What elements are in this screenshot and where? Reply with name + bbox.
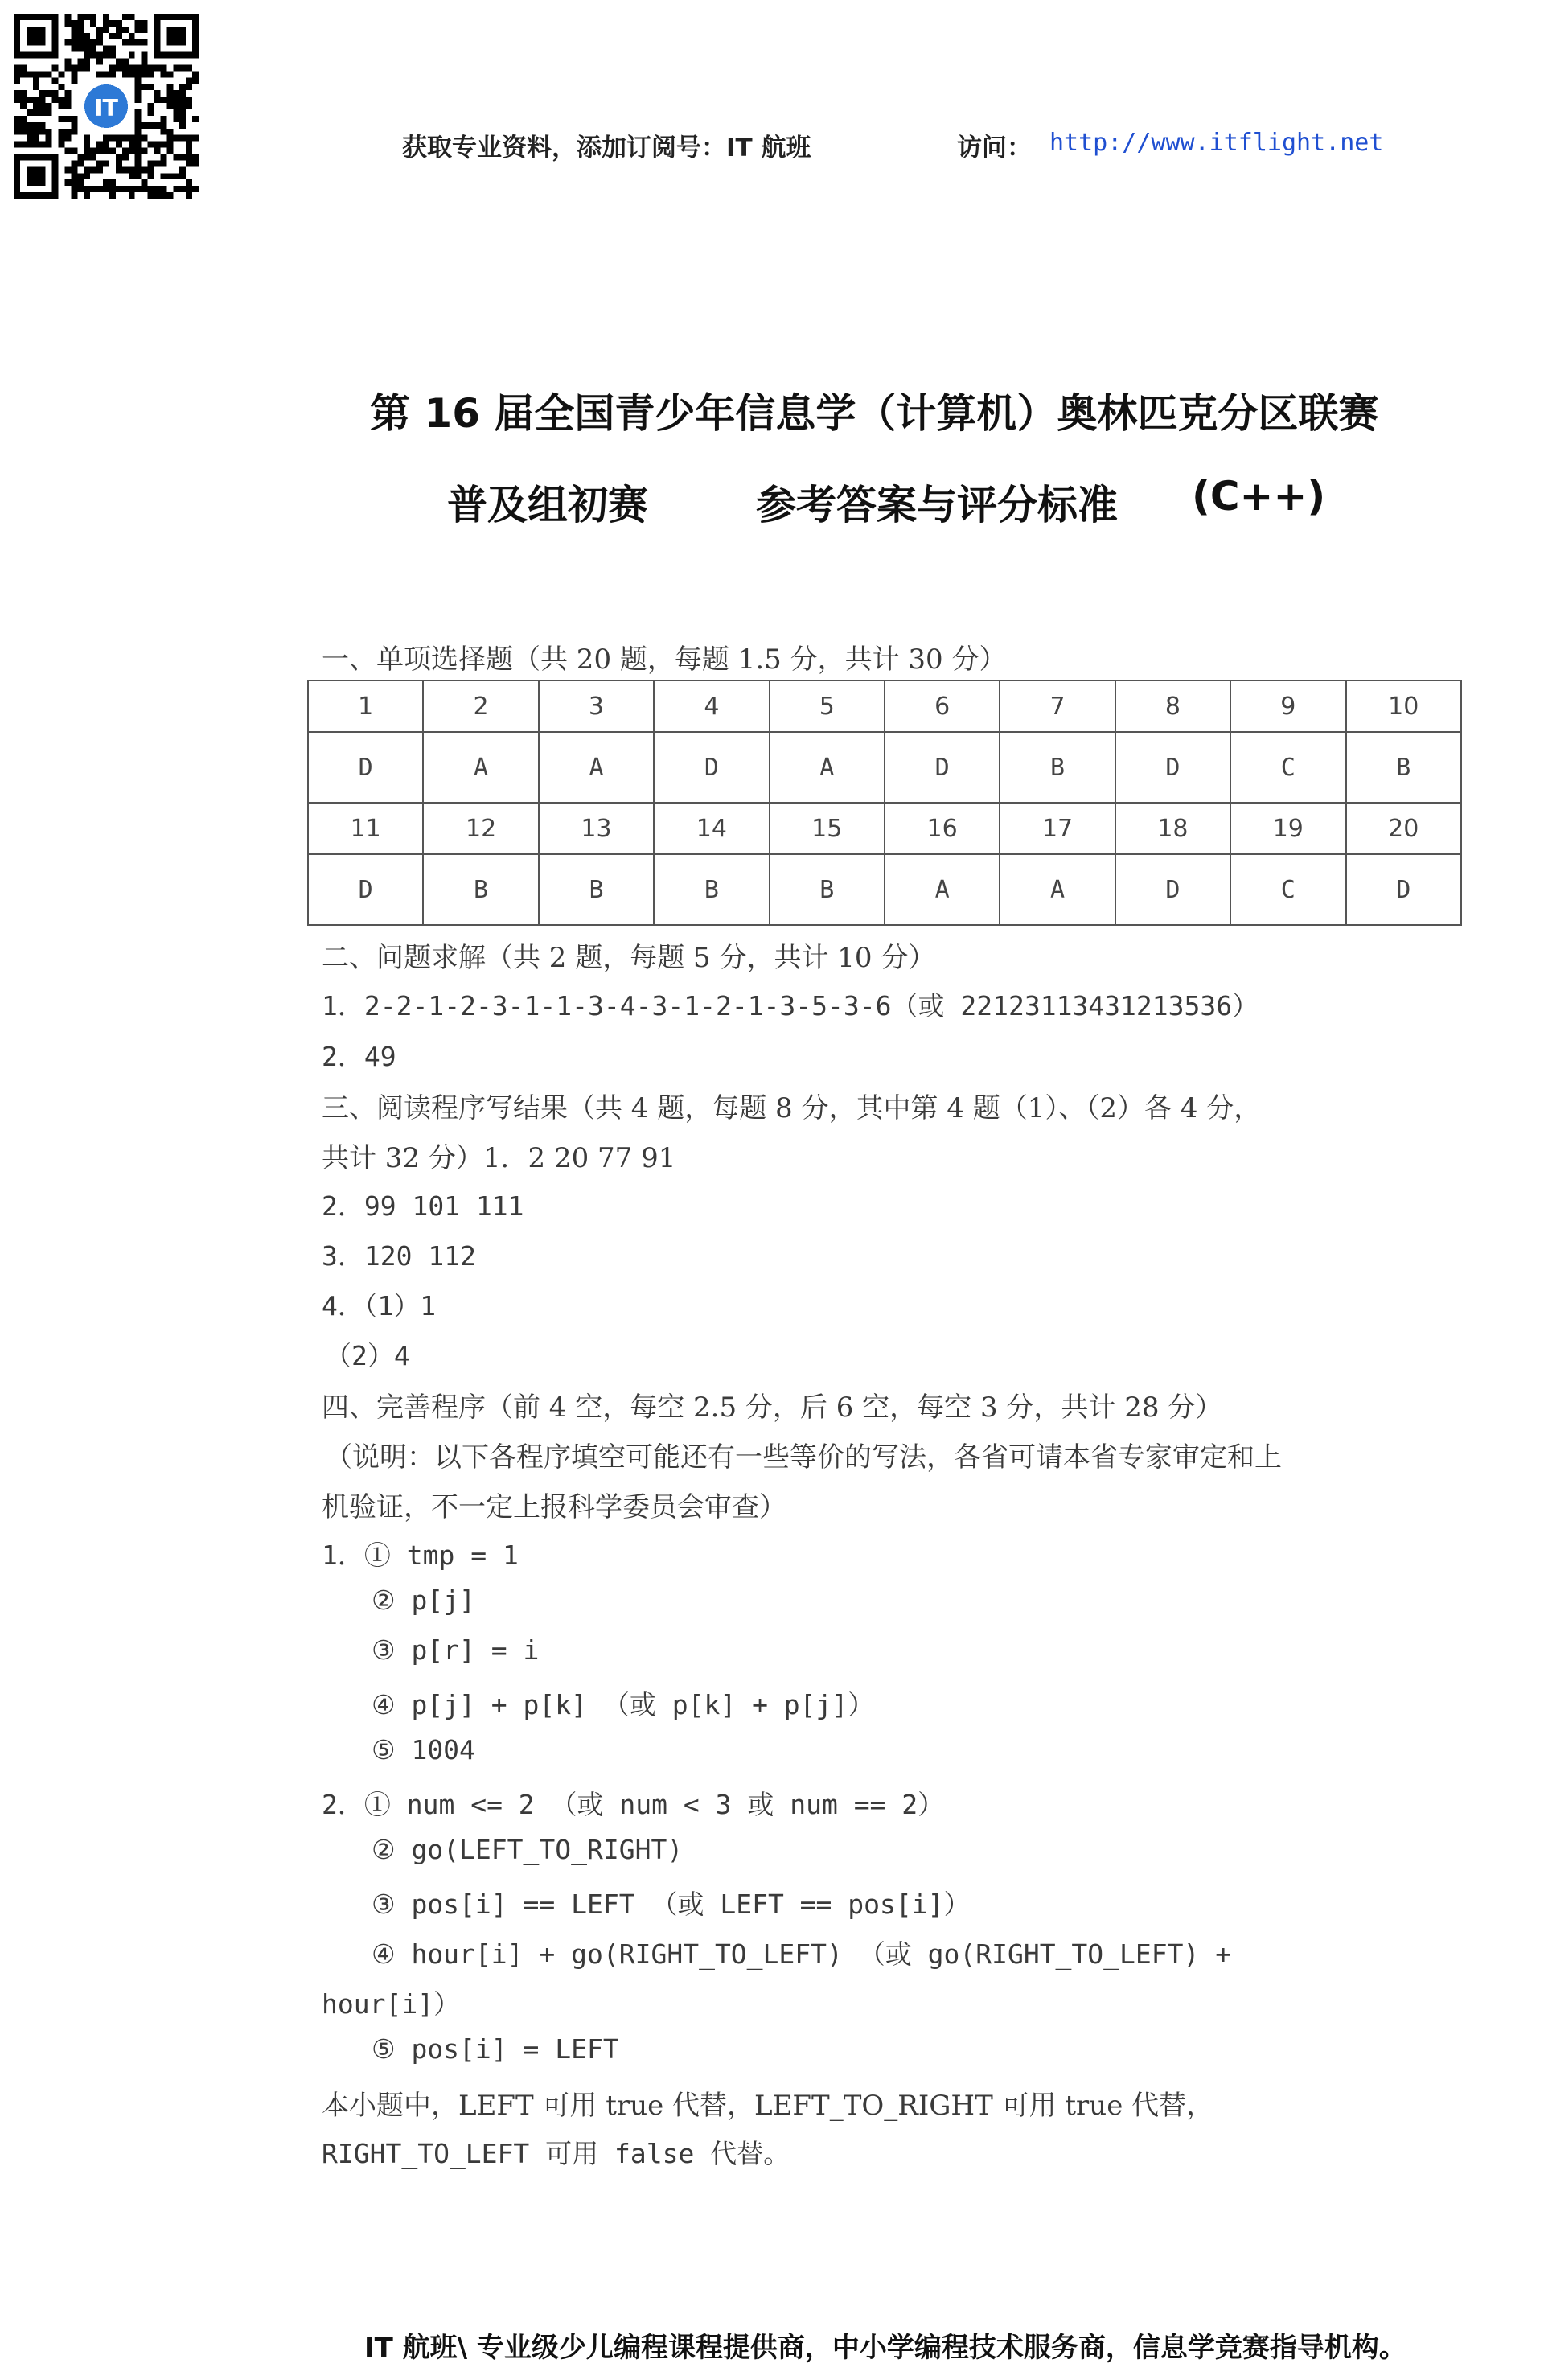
question-number-cell: 15 xyxy=(770,803,885,854)
qr-code xyxy=(14,14,199,199)
table-row-numbers xyxy=(308,680,1461,732)
question-number-cell: 14 xyxy=(654,803,769,854)
answer-cell: A xyxy=(539,732,654,803)
question-number-cell: 1 xyxy=(308,680,423,732)
question-number-cell: 7 xyxy=(1000,680,1115,732)
answer-cell: A xyxy=(770,732,885,803)
q1-blank-2: ② p[j] xyxy=(372,1585,475,1616)
subtitle-language: (C++) xyxy=(1192,473,1326,520)
answer-cell: D xyxy=(1115,854,1230,925)
answer-cell: D xyxy=(308,732,423,803)
answer-cell: B xyxy=(1000,732,1115,803)
answer-cell: B xyxy=(423,854,538,925)
q1-blank-3: ③ p[r] = i xyxy=(372,1634,540,1666)
answer-cell: B xyxy=(1346,732,1461,803)
question-number-cell: 8 xyxy=(1115,680,1230,732)
answer-cell: D xyxy=(1115,732,1230,803)
section4-heading: 四、完善程序（前 4 空，每空 2.5 分，后 6 空，每空 3 分，共计 28 分） xyxy=(322,1391,1223,1424)
qr-logo-text: IT xyxy=(93,93,119,121)
q2-blank-4: ④ hour[i] + go(RIGHT_TO_LEFT) （或 go(RIGHT_TO_LEFT) + xyxy=(372,1938,1232,1970)
q1-blank-1: 1．① tmp = 1 xyxy=(322,1539,519,1571)
section3-heading: 三、阅读程序写结果（共 4 题，每题 8 分，其中第 4 题（1）、（2）各 4 分， xyxy=(322,1092,1262,1124)
question-number-cell: 9 xyxy=(1230,680,1345,732)
q1-blank-4: ④ p[j] + p[k] （或 p[k] + p[j]） xyxy=(372,1689,875,1720)
answer-cell: C xyxy=(1230,732,1345,803)
question-number-cell: 20 xyxy=(1346,803,1461,854)
footer-text: IT 航班\ 专业级少儿编程课程提供商，中小学编程技术服务商，信息学竞赛指导机构。 xyxy=(364,2332,1406,2364)
question-number-cell: 5 xyxy=(770,680,885,732)
question-number-cell: 11 xyxy=(308,803,423,854)
website-link[interactable]: http://www.itflight.net xyxy=(1049,129,1384,157)
q2-blank-4-cont: hour[i]） xyxy=(322,1988,461,2020)
answer-cell: D xyxy=(885,732,1000,803)
answer-cell: B xyxy=(654,854,769,925)
table-row-answers xyxy=(308,732,1461,803)
answer-cell: D xyxy=(1346,854,1461,925)
q2-blank-5: ⑤ pos[i] = LEFT xyxy=(372,2033,619,2065)
section4-remark: 本小题中，LEFT 可用 true 代替，LEFT_TO_RIGHT 可用 true 代替， xyxy=(322,2090,1214,2122)
section4-note: （说明：以下各程序填空可能还有一些等价的写法，各省可请本省专家审定和上 xyxy=(325,1441,1282,1474)
question-number-cell: 16 xyxy=(885,803,1000,854)
question-number-cell: 3 xyxy=(539,680,654,732)
section3-item-3: 3．120 112 xyxy=(322,1240,476,1272)
q2-blank-2: ② go(LEFT_TO_RIGHT) xyxy=(372,1834,684,1865)
qr-code-graphic xyxy=(14,14,199,199)
section4-note-cont: 机验证，不一定上报科学委员会审查） xyxy=(322,1491,786,1523)
subtitle-answers: 参考答案与评分标准 xyxy=(756,482,1118,528)
answer-cell: A xyxy=(1000,854,1115,925)
answer-cell: B xyxy=(539,854,654,925)
question-number-cell: 6 xyxy=(885,680,1000,732)
subtitle-group: 普及组初赛 xyxy=(447,482,648,528)
section2-item-2: 2．49 xyxy=(322,1041,396,1072)
section2-item-1: 1．2-2-1-2-3-1-1-3-4-3-1-2-1-3-5-3-6（或 22123113431213536） xyxy=(322,990,1259,1021)
section3-item-2: 2．99 101 111 xyxy=(322,1190,524,1222)
answer-cell: C xyxy=(1230,854,1345,925)
answer-cell: D xyxy=(654,732,769,803)
question-number-cell: 2 xyxy=(423,680,538,732)
question-number-cell: 4 xyxy=(654,680,769,732)
section1-heading: 一、单项选择题（共 20 题，每题 1.5 分，共计 30 分） xyxy=(322,643,1007,676)
question-number-cell: 12 xyxy=(423,803,538,854)
question-number-cell: 13 xyxy=(539,803,654,854)
table-row-answers xyxy=(308,854,1461,925)
q2-blank-3: ③ pos[i] == LEFT （或 LEFT == pos[i]） xyxy=(372,1889,971,1920)
answer-cell: B xyxy=(770,854,885,925)
question-number-cell: 17 xyxy=(1000,803,1115,854)
section2-heading: 二、问题求解（共 2 题，每题 5 分，共计 10 分） xyxy=(322,942,936,974)
question-number-cell: 19 xyxy=(1230,803,1345,854)
answer-cell: A xyxy=(885,854,1000,925)
visit-label: 访问： xyxy=(957,134,1032,162)
title-line1: 第 16 届全国青少年信息学（计算机）奥林匹克分区联赛 xyxy=(370,390,1379,437)
section3-item-4b: （2）4 xyxy=(325,1340,410,1371)
q1-blank-5: ⑤ 1004 xyxy=(372,1734,475,1765)
question-number-cell: 10 xyxy=(1346,680,1461,732)
header-bar xyxy=(0,127,1544,162)
choice-answer-table xyxy=(307,680,1462,926)
promo-text: 获取专业资料，添加订阅号：IT 航班 xyxy=(402,134,811,162)
section3-item-4: 4．（1）1 xyxy=(322,1290,437,1322)
table-row-numbers xyxy=(308,803,1461,854)
q2-blank-1: 2．① num <= 2 （或 num < 3 或 num == 2） xyxy=(322,1789,945,1820)
answer-cell: A xyxy=(423,732,538,803)
section4-remark-cont: RIGHT_TO_LEFT 可用 false 代替。 xyxy=(322,2138,790,2169)
question-number-cell: 18 xyxy=(1115,803,1230,854)
section3-heading-cont: 共计 32 分）1．2 20 77 91 xyxy=(322,1142,676,1174)
answer-cell: D xyxy=(308,854,423,925)
